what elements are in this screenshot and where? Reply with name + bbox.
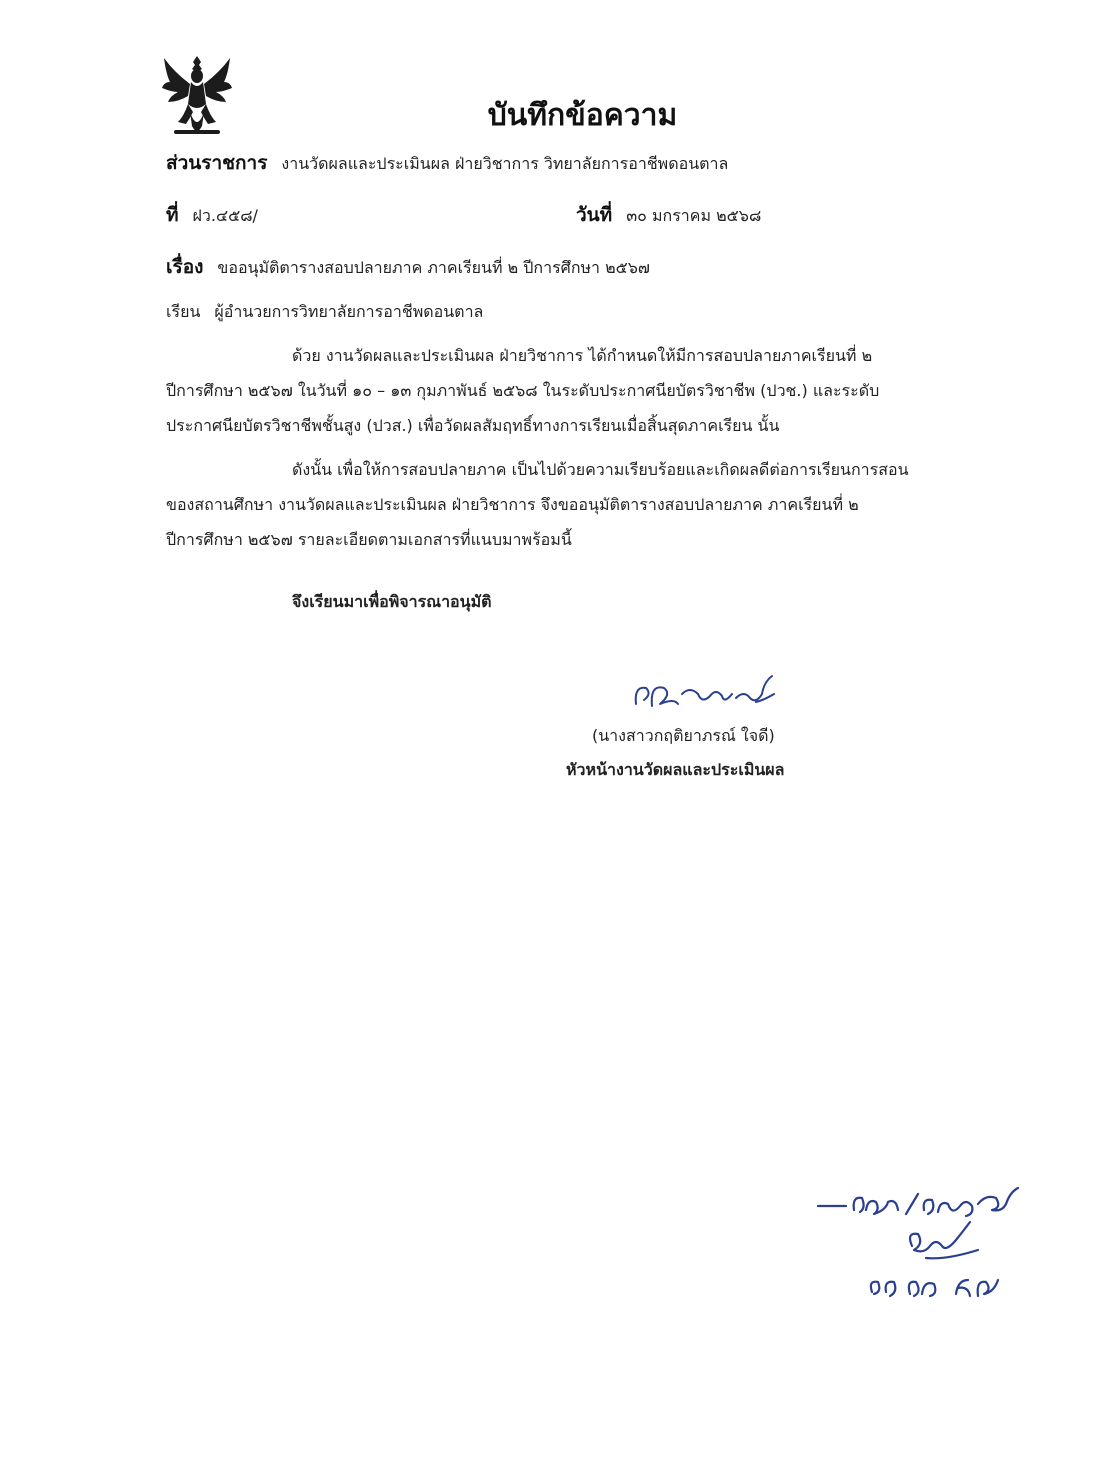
body-paragraph-1 bbox=[166, 338, 1016, 443]
paragraph-line: ประกาศนียบัตรวิชาชีพชั้นสูง (ปวส.) เพื่อวัดผลสัมฤทธิ์ทางการเรียนเมื่อสิ้นสุดภาคเรียน นั้น bbox=[166, 416, 780, 435]
ref-value: ฝว.๔๕๘/ bbox=[192, 206, 258, 225]
department-row bbox=[166, 148, 728, 178]
handwritten-signature bbox=[560, 664, 830, 724]
department-value: งานวัดผลและประเมินผล ฝ่ายวิชาการ วิทยาลัยการอาชีพดอนตาล bbox=[281, 154, 729, 173]
date-row bbox=[576, 200, 761, 230]
date-label: วันที่ bbox=[576, 204, 613, 226]
department-label: ส่วนราชการ bbox=[166, 152, 268, 174]
ref-label: ที่ bbox=[166, 204, 179, 226]
paragraph-line: ด้วย งานวัดผลและประเมินผล ฝ่ายวิชาการ ได้กำหนดให้มีการสอบปลายภาคเรียนที่ ๒ bbox=[292, 346, 873, 365]
to-row bbox=[166, 300, 483, 325]
subject-row bbox=[166, 252, 650, 282]
signatory-name: (นางสาวกฤติยาภรณ์ ใจดี) bbox=[592, 726, 775, 745]
body-paragraph-2 bbox=[166, 452, 1016, 557]
subject-label: เรื่อง bbox=[166, 256, 204, 278]
paragraph-line: ของสถานศึกษา งานวัดผลและประเมินผล ฝ่ายวิชาการ จึงขออนุมัติตารางสอบปลายภาค ภาคเรียนที่ ๒ bbox=[166, 495, 859, 514]
paragraph-line: ปีการศึกษา ๒๕๖๗ ในวันที่ ๑๐ – ๑๓ กุมภาพันธ์ ๒๕๖๘ ในระดับประกาศนียบัตรวิชาชีพ (ปวช.) และระดับ bbox=[166, 381, 880, 400]
paragraph-line: ดังนั้น เพื่อให้การสอบปลายภาค เป็นไปด้วยความเรียบร้อยและเกิดผลดีต่อการเรียนการสอน bbox=[292, 460, 909, 479]
paragraph-line: ปีการศึกษา ๒๕๖๗ รายละเอียดตามเอกสารที่แนบมาพร้อมนี้ bbox=[166, 530, 572, 549]
ref-row bbox=[166, 200, 258, 230]
closing-line: จึงเรียนมาเพื่อพิจารณาอนุมัติ bbox=[292, 592, 492, 611]
signatory-position: หัวหน้างานวัดผลและประเมินผล bbox=[566, 760, 785, 779]
date-value: ๓๐ มกราคม ๒๕๖๘ bbox=[626, 206, 762, 225]
to-value: ผู้อำนวยการวิทยาลัยการอาชีพดอนตาล bbox=[214, 302, 484, 321]
subject-value: ขออนุมัติตารางสอบปลายภาค ภาคเรียนที่ ๒ ปีการศึกษา ๒๕๖๗ bbox=[217, 258, 650, 277]
to-label: เรียน bbox=[166, 302, 201, 321]
memo-title: บันทึกข้อความ bbox=[487, 98, 678, 133]
handwritten-approval-note bbox=[806, 1180, 1046, 1320]
